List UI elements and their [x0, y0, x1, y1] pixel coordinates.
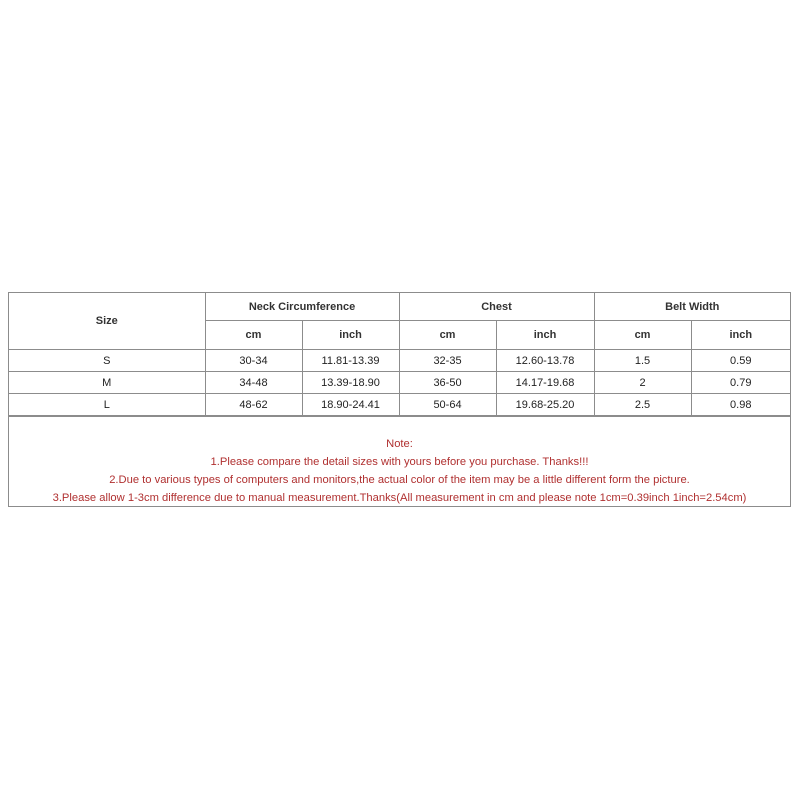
belt-cm-header: cm [594, 321, 691, 350]
size-cell: S [9, 350, 205, 372]
chest-cm-header: cm [399, 321, 496, 350]
chest-inch-header: inch [496, 321, 594, 350]
size-cell: L [9, 394, 205, 416]
chest-header: Chest [399, 293, 594, 321]
neck-inch-cell: 18.90-24.41 [302, 394, 399, 416]
note-line-3: 3.Please allow 1-3cm difference due to manual measurement.Thanks(All measurement in cm and please note 1cm=0.39inch 1inch=2.54cm) [52, 492, 747, 504]
size-cell: M [9, 372, 205, 394]
table-row [9, 350, 790, 372]
chest-inch-cell: 12.60-13.78 [496, 350, 594, 372]
header-row-groups [9, 293, 790, 321]
neck-inch-header: inch [302, 321, 399, 350]
note-title: Note: [386, 438, 413, 450]
belt-inch-cell: 0.79 [691, 372, 790, 394]
belt-cm-cell: 2.5 [594, 394, 691, 416]
belt-cm-cell: 2 [594, 372, 691, 394]
note-block [9, 416, 790, 506]
table-row [9, 372, 790, 394]
neck-inch-cell: 11.81-13.39 [302, 350, 399, 372]
belt-inch-cell: 0.98 [691, 394, 790, 416]
note-line-2: 2.Due to various types of computers and monitors,the actual color of the item may be a little different form the picture. [109, 474, 690, 486]
chest-cm-cell: 50-64 [399, 394, 496, 416]
size-column-header: Size [9, 293, 205, 350]
chest-inch-cell: 19.68-25.20 [496, 394, 594, 416]
neck-cm-cell: 30-34 [205, 350, 302, 372]
chest-inch-cell: 14.17-19.68 [496, 372, 594, 394]
neck-cm-header: cm [205, 321, 302, 350]
belt-inch-cell: 0.59 [691, 350, 790, 372]
belt-cm-cell: 1.5 [594, 350, 691, 372]
chest-cm-cell: 32-35 [399, 350, 496, 372]
size-chart [8, 292, 791, 507]
belt-inch-header: inch [691, 321, 790, 350]
chest-cm-cell: 36-50 [399, 372, 496, 394]
neck-cm-cell: 34-48 [205, 372, 302, 394]
neck-inch-cell: 13.39-18.90 [302, 372, 399, 394]
note-line-1: 1.Please compare the detail sizes with yours before you purchase. Thanks!!! [210, 456, 589, 468]
table-row [9, 394, 790, 416]
neck-cm-cell: 48-62 [205, 394, 302, 416]
belt-width-header: Belt Width [594, 293, 790, 321]
neck-circumference-header: Neck Circumference [205, 293, 399, 321]
size-table [9, 293, 790, 416]
